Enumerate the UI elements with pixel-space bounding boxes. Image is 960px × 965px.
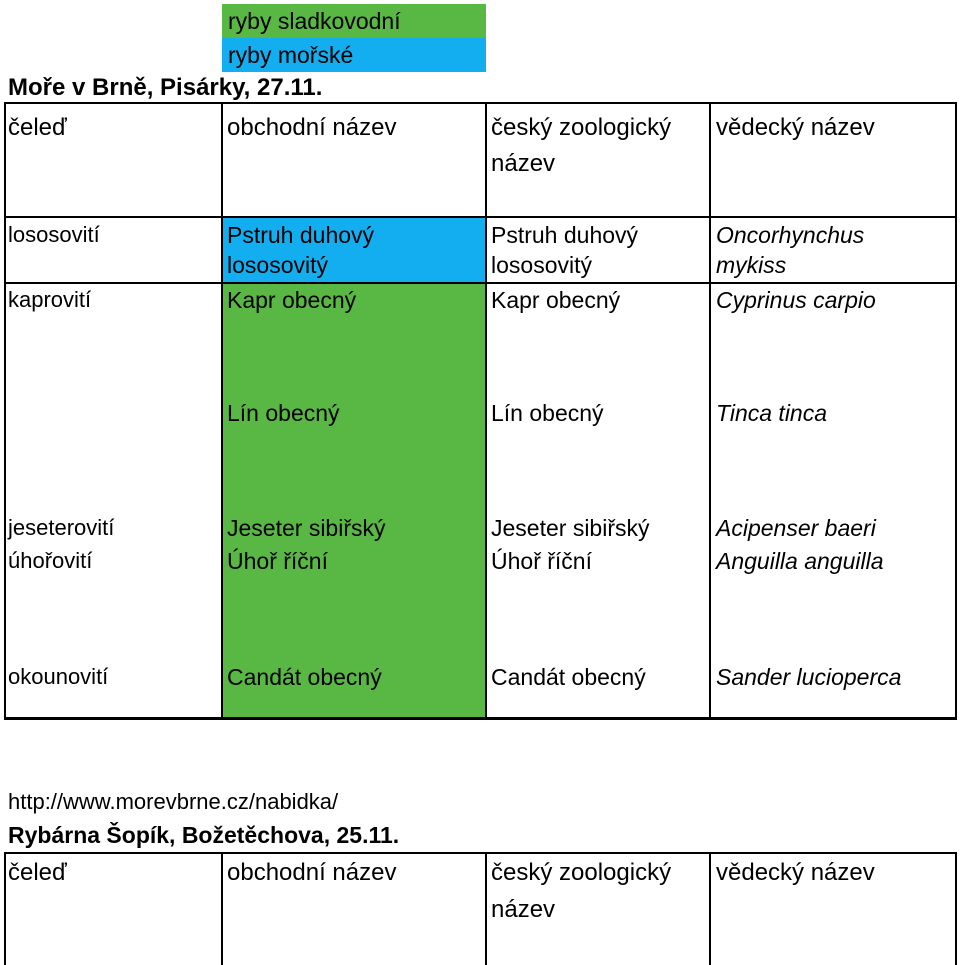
row3-trade: Lín obecný [227,400,340,426]
row5-czech: Úhoř říční [491,548,592,574]
row1-czech-line2: lososovitý [491,252,592,278]
legend-marine [222,38,486,72]
legend-freshwater-label: ryby sladkovodní [228,8,401,34]
row3-scientific: Tinca tinca [716,400,828,426]
row5-trade: Úhoř říční [227,548,328,574]
row1-trade-line1: Pstruh duhový [227,222,375,248]
row2-scientific: Cyprinus carpio [716,287,876,313]
row2-trade: Kapr obecný [227,287,357,313]
row5-family: úhořovití [8,548,93,573]
row1-scientific-line2: mykiss [716,252,787,278]
row6-family: okounovití [8,664,109,689]
header-czech-name-line1: český zoologický [491,114,672,141]
row5-scientific: Anguilla anguilla [716,548,884,574]
header-family: čeleď [8,114,67,141]
row6-czech: Candát obecný [491,664,646,690]
row2-family: kaprovití [8,287,92,312]
row1-trade-line2: lososovitý [227,252,328,278]
section2-title: Rybárna Šopík, Božetěchova, 25.11. [8,822,400,848]
header-czech-name-line2: název [491,150,556,177]
row6-trade: Candát obecný [227,664,382,690]
section2-header-czech-name-line2: název [491,896,556,923]
row4-czech: Jeseter sibiřský [491,515,650,541]
row4-family: jeseterovití [8,515,115,540]
row1-czech-line1: Pstruh duhový [491,222,639,248]
legend-marine-label: ryby mořské [228,42,354,68]
row1-scientific-line1: Oncorhynchus [716,222,865,248]
row6-scientific: Sander lucioperca [716,664,902,690]
row4-trade: Jeseter sibiřský [227,515,386,541]
section2-header-family: čeleď [8,859,67,886]
section2-header-scientific-name: vědecký název [716,859,875,886]
section2-header-czech-name-line1: český zoologický [491,859,672,886]
header-scientific-name: vědecký název [716,114,875,141]
legend-freshwater [222,4,486,38]
section2-header-trade-name: obchodní název [227,859,397,886]
row3-czech: Lín obecný [491,400,604,426]
section1-title: Moře v Brně, Pisárky, 27.11. [8,74,323,101]
trade-column-freshwater-fill [223,283,485,717]
row1-family: lososovití [8,222,100,247]
row4-scientific: Acipenser baeri [716,515,876,541]
header-trade-name: obchodní název [227,114,397,141]
source-link[interactable]: http://www.morevbrne.cz/nabidka/ [8,789,339,814]
row2-czech: Kapr obecný [491,287,621,313]
